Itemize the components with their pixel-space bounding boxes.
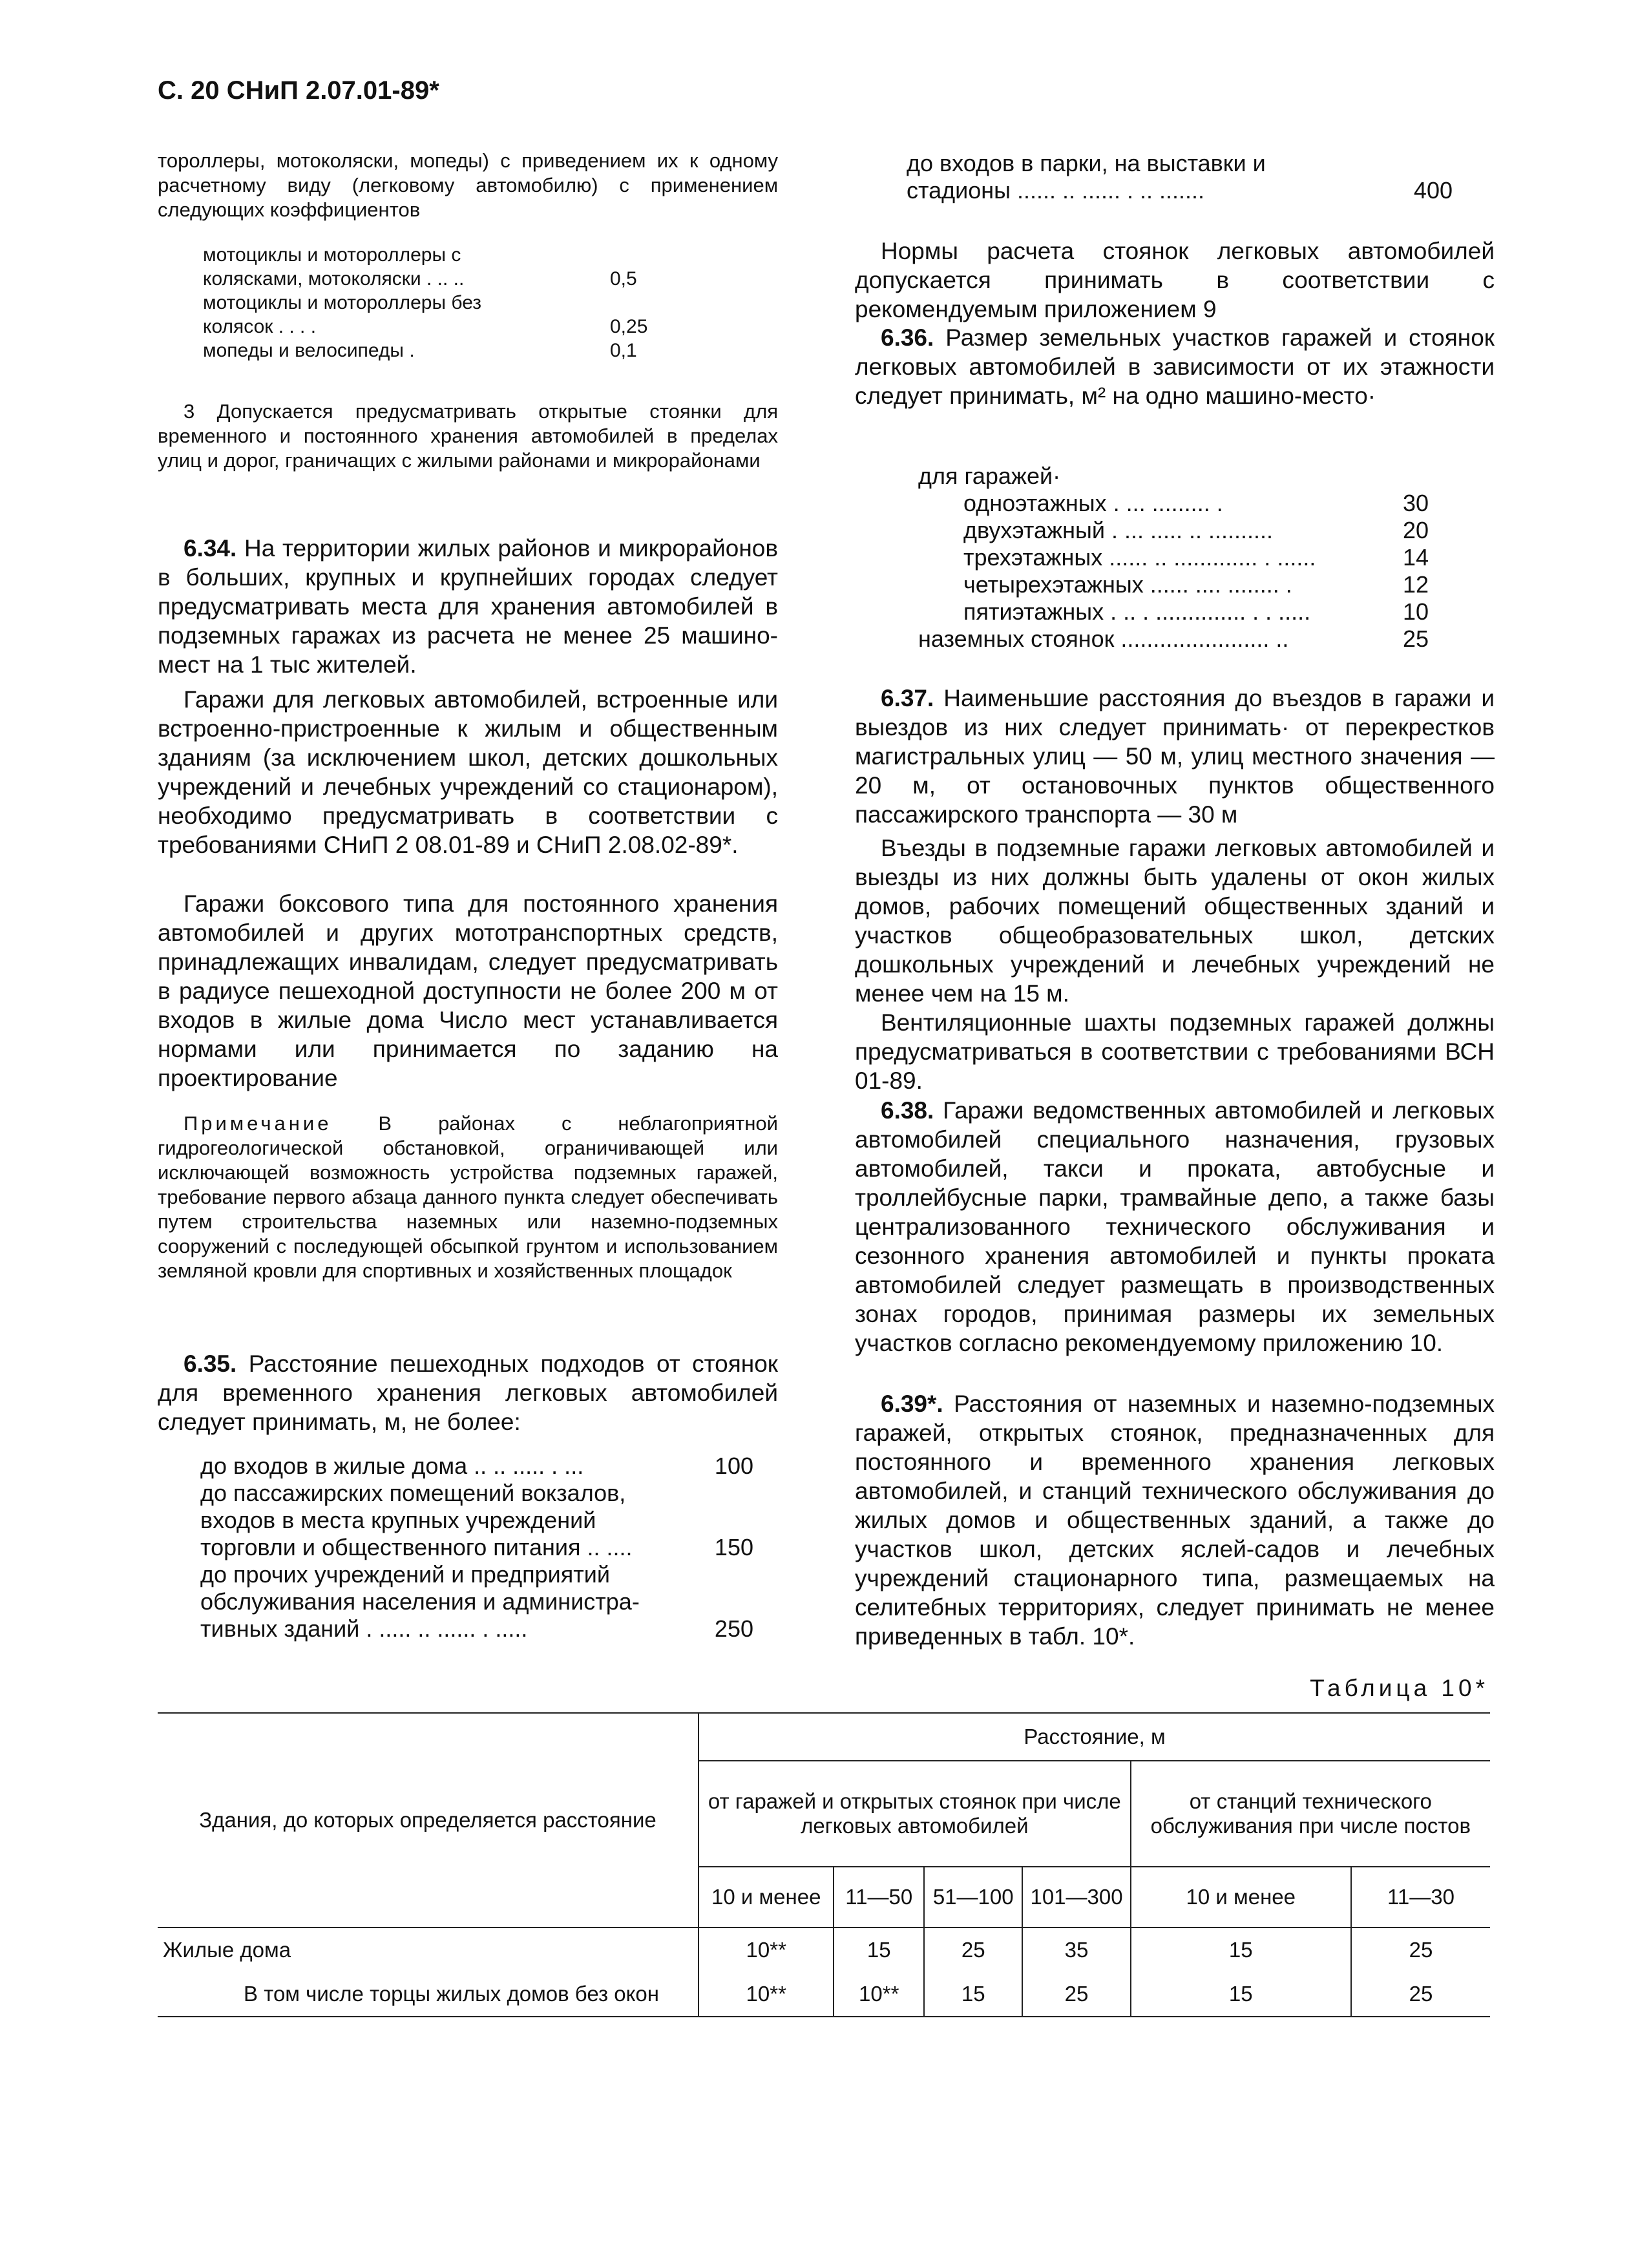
table-row	[158, 1972, 1490, 2017]
section-6-37: 6.37. Наименьшие расстояния до въездов в гаражи и выездов из них следует принимать· от перекрестков магистральных улиц — 50 м, улиц местного значения — 20 м, от остановочных пунктов общественного пассажирского транспорта — 30 м	[855, 685, 1495, 828]
table-cell: 35	[1022, 1927, 1130, 1972]
table-cell: 25	[1351, 1972, 1490, 2017]
note-paragraph: Примечание В районах с неблагоприятной гидрогеологической обстановкой, ограничивающей или исключающей возможность устройства подземных гаражей, требование первого абзаца данного пункта следует обеспечивать путем строительства наземных или наземно-подземных сооружений с последующей обсыпкой грунтом и использованием земляной кровли для спортивных и хозяйственных площадок	[158, 1112, 778, 1282]
table-cell: 10**	[834, 1972, 924, 2017]
table-row	[158, 1927, 1490, 1972]
ground-parking-row: наземных стоянок ....................... .. 25	[918, 625, 1429, 652]
garage-row: одноэтажных . ... ......... . 30	[963, 490, 1429, 516]
table-subheader: 51—100	[924, 1867, 1022, 1927]
note-3: 3 Допускается предусматривать открытые стоянки для временного и постоянного хранения автомобилей в пределах улиц и дорог, граничащих с жилыми районами и микрорайонами	[158, 400, 778, 472]
garage-area-list	[918, 463, 1429, 653]
section-6-34: 6.34. На территории жилых районов и микрорайонов в больших, крупных и крупнейших городах следует предусматривать места для хранения автомобилей в подземных гаражах из расчета не менее 25 машино-мест на 1 тыс жителей.	[158, 535, 778, 678]
distance-row: до входов в парки, на выставки и	[907, 150, 1266, 176]
distance-row: до входов в жилые дома .. .. ..... . ... 100	[200, 1453, 753, 1479]
entries-paragraph: Въезды в подземные гаражи легковых автомобилей и выезды из них должны быть удалены от окон жилых домов, рабочих помещений общественных зданий и участков общеобразовательных школ, детских дошкольных учреждений и лечебных учреждений не менее чем на 15 м.	[855, 835, 1495, 1007]
table-subheader: 10 и менее	[1131, 1867, 1351, 1927]
garage-head: для гаражей·	[918, 463, 1061, 489]
coefficient-list	[203, 243, 668, 362]
distance-table	[158, 1712, 1490, 2017]
table-title: Таблица 10*	[1310, 1675, 1489, 1701]
table-cell: 25	[1351, 1927, 1490, 1972]
ventilation-paragraph: Вентиляционные шахты подземных гаражей должны предусматриваться в соответствии с требованиями ВСН 01-89.	[855, 1009, 1495, 1094]
distance-row: тивных зданий . ..... .. ...... . ..... 250	[200, 1615, 753, 1642]
intro-paragraph: тороллеры, мотоколяски, мопеды) с приведением их к одному расчетному виду (легковому автомобилю) с применением следующих коэффициентов	[158, 149, 778, 221]
row-name: Жилые дома	[158, 1927, 698, 1972]
table-header-stations: от станций технического обслуживания при числе постов	[1131, 1761, 1490, 1867]
table-cell: 15	[1131, 1927, 1351, 1972]
distance-row: входов в места крупных учреждений	[200, 1507, 596, 1533]
table-header-distance: Расстояние, м	[698, 1713, 1490, 1761]
section-6-36: 6.36. Размер земельных участков гаражей и стоянок легковых автомобилей в зависимости от их этажности следует принимать, м² на одно машино-место·	[855, 324, 1495, 409]
table-cell: 25	[1022, 1972, 1130, 2017]
coef-row: мотоциклы и мотороллеры с	[203, 244, 461, 266]
section-6-38: 6.38. Гаражи ведомственных автомобилей и легковых автомобилей специального назначения, грузовых автомобилей, такси и проката, автобусные и троллейбусные парки, трамвайные депо, а также базы централизованного технического обслуживания и сезонного хранения автомобилей и пункты проката автомобилей следует размещать в производственных зонах городов, принимая размеры их земельных участков согласно рекомендуемому приложению 10.	[855, 1097, 1495, 1356]
table-header-garages: от гаражей и открытых стоянок при числе легковых автомобилей	[698, 1761, 1131, 1867]
parks-list	[907, 150, 1453, 204]
garages-paragraph: Гаражи для легковых автомобилей, встроенные или встроенно-пристроенные к жилым и общественным зданиям (за исключением школ, детских дошкольных учреждений и лечебных учреждений со стационаром), необходимо предусматривать в соответствии с требованиями СНиП 2 08.01-89 и СНиП 2.08.02-89*.	[158, 686, 778, 858]
table-header-buildings: Здания, до которых определяется расстояние	[158, 1713, 698, 1927]
table-subheader: 11—50	[834, 1867, 924, 1927]
row-name: В том числе торцы жилых домов без окон	[158, 1972, 698, 2017]
distance-list	[200, 1453, 753, 1643]
distance-row: до прочих учреждений и предприятий	[200, 1561, 610, 1588]
garage-row: трехэтажных ...... .. ............. . ...... 14	[963, 544, 1429, 571]
table-cell: 10**	[698, 1927, 834, 1972]
coef-row: мотоциклы и мотороллеры без	[203, 292, 481, 313]
table-cell: 25	[924, 1927, 1022, 1972]
table-cell: 15	[1131, 1972, 1351, 2017]
box-garages-paragraph: Гаражи боксового типа для постоянного хранения автомобилей и других мототранспортных средств, принадлежащих инвалидам, следует предусматривать в радиусе пешеходной доступности не более 200 м от входов в жилые дома Число мест устанавливается нормами или принимается по заданию на проектирование	[158, 890, 778, 1091]
table-cell: 15	[924, 1972, 1022, 2017]
page-header: С. 20 СНиП 2.07.01-89*	[158, 76, 439, 105]
section-6-35: 6.35. Расстояние пешеходных подходов от стоянок для временного хранения легковых автомобилей следует принимать, м, не более:	[158, 1350, 778, 1435]
coef-row: колясками, мотоколяски . .. .. 0,5	[203, 268, 637, 289]
table-subheader: 10 и менее	[698, 1867, 834, 1927]
table-subheader: 11—30	[1351, 1867, 1490, 1927]
garage-row: пятиэтажных . .. . .............. . . ..... 10	[963, 598, 1429, 625]
distance-row: обслуживания населения и администра-	[200, 1588, 640, 1615]
coef-row: колясок . . . . 0,25	[203, 316, 648, 337]
norms-paragraph: Нормы расчета стоянок легковых автомобилей допускается принимать в соответствии с рекомендуемым приложением 9	[855, 238, 1495, 322]
distance-row: торговли и общественного питания .. .... 150	[200, 1534, 753, 1560]
distance-row: стадионы ...... .. ...... . .. ....... 400	[907, 177, 1453, 204]
garage-row: четырехэтажных ...... .... ........ . 12	[963, 571, 1429, 598]
table-subheader: 101—300	[1022, 1867, 1130, 1927]
table-cell: 15	[834, 1927, 924, 1972]
coef-row: мопеды и велосипеды . 0,1	[203, 340, 637, 361]
garage-row: двухэтажный . ... ..... .. .......... 20	[963, 517, 1429, 543]
distance-row: до пассажирских помещений вокзалов,	[200, 1480, 626, 1506]
table-cell: 10**	[698, 1972, 834, 2017]
section-6-39: 6.39*. Расстояния от наземных и наземно-подземных гаражей, открытых стоянок, предназначенных для постоянного и временного хранения легковых автомобилей, и станций технического обслуживания до жилых домов и общественных зданий, а также до участков школ, детских яслей-садов и лечебных учреждений стационарного типа, размещаемых на селитебных территориях, следует принимать не менее приведенных в табл. 10*.	[855, 1391, 1495, 1650]
